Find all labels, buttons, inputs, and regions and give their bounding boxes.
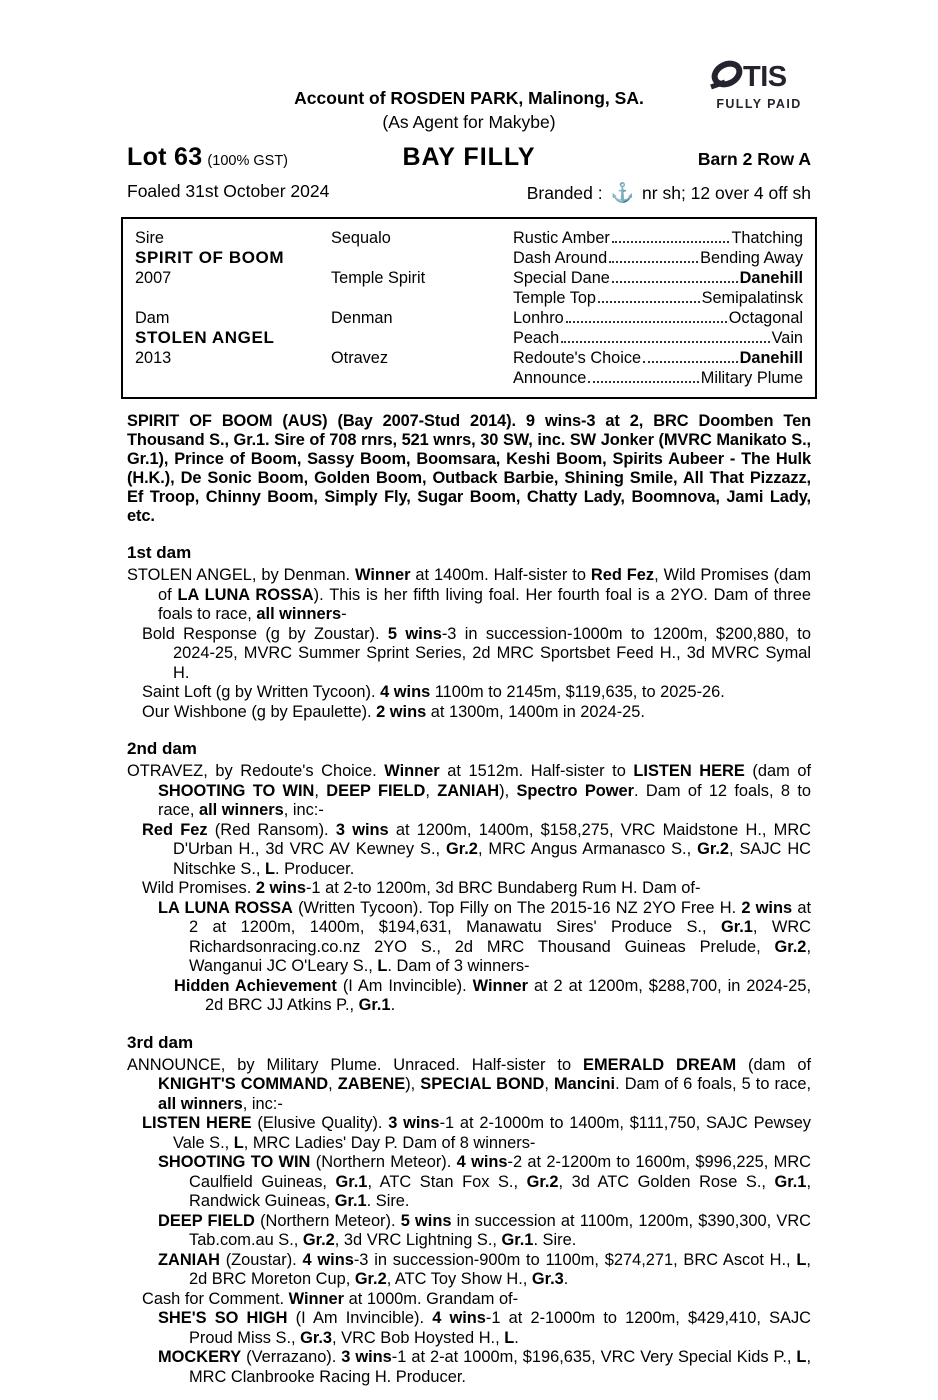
- text-segment: at 2 at 1200m, $288,700, in 2024-25, 2d BRC JJ Atkins P.,: [205, 976, 811, 1014]
- text-segment: STOLEN ANGEL, by Denman.: [127, 566, 356, 584]
- great-grandparent-name: Vain: [771, 329, 803, 347]
- text-segment: LA LUNA ROSSA: [158, 898, 293, 917]
- pedigree-sections: [127, 543, 811, 1387]
- text-segment: Gr.2: [354, 1270, 387, 1288]
- dam-section-heading: 3rd dam: [127, 1032, 194, 1052]
- text-segment: . Sire.: [533, 1231, 577, 1249]
- pedigree-paragraph: [158, 1153, 811, 1212]
- text-segment: at 1400m. Half-sister to: [410, 566, 591, 584]
- brand-anchor-icon: ⚓: [610, 183, 635, 204]
- text-segment: Gr.3: [300, 1328, 333, 1347]
- text-segment: Gr.2: [774, 937, 807, 956]
- gst-note: (100% GST): [207, 153, 289, 169]
- ancestor-cell: [135, 288, 331, 308]
- parent-cell: [331, 248, 513, 268]
- text-segment: ,: [328, 1075, 338, 1093]
- text-segment: .: [390, 996, 396, 1014]
- text-segment: Gr.1: [720, 918, 753, 936]
- grandparent-name: Lonhro: [513, 309, 564, 327]
- text-segment: , 2d BRC Moreton Cup,: [189, 1250, 811, 1288]
- pedigree-table: [121, 217, 817, 399]
- sire-summary: SPIRIT OF BOOM (AUS) (Bay 2007-Stud 2014). 9 wins-3 at 2, BRC Doomben Ten Thousand S., Gr.1. Sire of 708 rnrs, 521 wnrs, 30 SW, inc. SW Jonker (MVRC Manikato S., Gr.1), Prince of Boom, Sassy Boom, Boomsara, Keshi Boom, Spirits Aubeer - The Hulk (H.K.), De Sonic Boom, Golden Boom, Outback Barbie, Shining Smile, All That Pizzazz, Ef Troop, Chinny Boom, Simply Fly, Sugar Boom, Chatty Lady, Boomnova, Jami Lady, etc.: [127, 412, 811, 525]
- grandparent-cell: [513, 288, 803, 308]
- text-segment: at 1300m, 1400m in 2024-25.: [426, 702, 645, 721]
- text-segment: at 1512m. Half-sister to: [439, 762, 634, 780]
- text-segment: L: [796, 1250, 807, 1269]
- pedigree-paragraph: [127, 1056, 811, 1115]
- dot-leader: [561, 341, 769, 343]
- great-grandparent-name: Military Plume: [700, 369, 803, 387]
- pedigree-row: [135, 268, 803, 288]
- text-segment: .: [563, 1270, 569, 1288]
- text-segment: , VRC Bob Hoysted H.,: [332, 1328, 505, 1347]
- text-segment: Gr.2: [697, 840, 729, 858]
- parent-cell: [331, 368, 513, 388]
- parent-cell: Denman: [331, 309, 393, 327]
- text-segment: , Wanganui JC O'Leary S.,: [189, 937, 811, 975]
- foaled-date: Foaled 31st October 2024: [127, 181, 330, 201]
- text-segment: Gr.1: [358, 996, 391, 1014]
- dot-leader: [612, 281, 738, 283]
- text-segment: . Dam of 3 winners-: [387, 957, 530, 975]
- text-segment: EMERALD DREAM: [583, 1055, 737, 1074]
- text-segment: LA LUNA ROSSA: [177, 585, 314, 604]
- great-grandparent-name: Octagonal: [728, 309, 803, 327]
- ancestor-cell: STOLEN ANGEL: [135, 328, 275, 347]
- text-segment: Gr.1: [501, 1231, 534, 1249]
- text-segment: -3 in succession-1000m to 1200m, $200,880, to 2024-25, MVRC Summer Sprint Series, 2d MRC Sportsbet Feed H., 3d MVRC Symal H.: [173, 624, 811, 682]
- text-segment: 3 wins: [335, 820, 389, 839]
- text-segment: Red Fez: [590, 566, 655, 584]
- text-segment: Gr.2: [446, 840, 478, 858]
- parent-cell: Sequalo: [331, 229, 391, 247]
- grandparent-name: Announce: [513, 369, 587, 387]
- text-segment: -3 in succession-900m to 1100m, $274,271, BRC Ascot H.,: [353, 1250, 797, 1269]
- text-segment: Winner: [355, 566, 411, 584]
- text-segment: Mancini: [554, 1075, 616, 1093]
- text-segment: L: [796, 1348, 807, 1366]
- text-segment: 1100m to 2145m, $119,635, to 2025-26.: [430, 683, 725, 701]
- grandparent-name: Rustic Amber: [513, 229, 610, 247]
- text-segment: . Sire.: [366, 1192, 410, 1210]
- text-segment: (dam of: [744, 762, 812, 780]
- branded-info: [527, 181, 811, 205]
- pedigree-row: [135, 368, 803, 388]
- text-segment: DEEP FIELD: [326, 781, 426, 800]
- text-segment: (I Am Invincible).: [336, 976, 473, 995]
- pedigree-row: [135, 328, 803, 348]
- text-segment: Gr.2: [526, 1172, 559, 1191]
- parent-cell: Temple Spirit: [331, 269, 426, 287]
- text-segment: Gr.3: [531, 1270, 564, 1288]
- branded-label: Branded :: [526, 183, 603, 203]
- ancestor-cell: Dam: [135, 309, 170, 327]
- pedigree-paragraph: [142, 683, 811, 703]
- great-grandparent-name: Bending Away: [700, 249, 803, 267]
- pedigree-row: [135, 248, 803, 268]
- pedigree-paragraph: [142, 703, 811, 723]
- text-segment: ),: [405, 1075, 421, 1093]
- text-segment: (Zoustar).: [219, 1250, 303, 1269]
- text-segment: -2 at 2-1200m to 1600m, $996,225, MRC Caulfield Guineas,: [189, 1153, 811, 1191]
- grandparent-name: Dash Around: [513, 249, 608, 267]
- page-content: [127, 0, 811, 1387]
- pedigree-paragraph: [158, 1251, 811, 1290]
- grandparent-cell: [513, 248, 803, 268]
- text-segment: L: [233, 1133, 244, 1152]
- ancestor-cell: 2007: [135, 269, 172, 287]
- text-segment: (Written Tycoon). Top Filly on The 2015-16 NZ 2YO Free H.: [292, 898, 742, 917]
- text-segment: L: [265, 859, 276, 878]
- lot-number: Lot 63: [127, 143, 203, 171]
- parent-cell: [331, 328, 513, 348]
- dam-section-heading: 2nd dam: [127, 739, 197, 758]
- text-segment: 2 wins: [376, 702, 427, 721]
- text-segment: , MRC Ladies' Day P. Dam of 8 winners-: [243, 1133, 536, 1152]
- text-segment: 4 wins: [456, 1153, 508, 1171]
- text-segment: at 1000m. Grandam of-: [344, 1289, 519, 1308]
- text-segment: , Randwick Guineas,: [189, 1172, 811, 1210]
- grandparent-name: Peach: [513, 329, 560, 347]
- text-segment: -1 at 2-1000m to 1400m, $111,750, SAJC Pewsey Vale S.,: [173, 1114, 812, 1152]
- text-segment: Cash for Comment.: [142, 1289, 289, 1308]
- text-segment: ANNOUNCE, by Military Plume. Unraced. Half-sister to: [127, 1055, 584, 1074]
- text-segment: Hidden Achievement: [174, 976, 337, 995]
- text-segment: MOCKERY: [158, 1348, 242, 1366]
- pedigree-paragraph: [142, 879, 811, 899]
- text-segment: L: [504, 1328, 515, 1347]
- text-segment: , inc:-: [283, 801, 324, 819]
- text-segment: at 1200m, 1400m, $158,275, VRC Maidstone H., MRC D'Urban H., 3d VRC AV Kewney S.,: [173, 820, 812, 858]
- text-segment: LISTEN HERE: [633, 762, 745, 780]
- text-segment: Gr.2: [302, 1231, 335, 1249]
- text-segment: all winners: [199, 801, 284, 819]
- text-segment: (Northern Meteor).: [254, 1211, 401, 1230]
- dot-leader: [612, 241, 730, 243]
- text-segment: ,: [314, 781, 327, 800]
- grandparent-name: Temple Top: [513, 289, 596, 307]
- pedigree-row: [135, 348, 803, 368]
- pedigree-paragraph: [158, 1348, 811, 1387]
- text-segment: (Red Ransom).: [207, 820, 336, 839]
- text-segment: , ATC Stan Fox S.,: [367, 1172, 527, 1191]
- pedigree-paragraph: [158, 1309, 811, 1348]
- text-segment: 3 wins: [388, 1114, 440, 1132]
- text-segment: , MRC Clanbrooke Racing H. Producer.: [189, 1348, 811, 1386]
- grandparent-cell: [513, 268, 803, 288]
- pedigree-paragraph: [158, 1212, 811, 1251]
- great-grandparent-name: Thatching: [731, 229, 803, 247]
- text-segment: L: [377, 957, 388, 975]
- text-segment: (Verrazano).: [241, 1348, 342, 1366]
- pedigree-row: [135, 288, 803, 308]
- text-segment: -1 at 2-at 1000m, $196,635, VRC Very Special Kids P.,: [391, 1348, 797, 1366]
- text-segment: SHOOTING TO WIN: [158, 781, 315, 800]
- pedigree-paragraph: [142, 625, 811, 684]
- text-segment: 4 wins: [432, 1309, 486, 1327]
- text-segment: OTRAVEZ, by Redoute's Choice.: [127, 762, 385, 780]
- text-segment: Winner: [288, 1289, 345, 1308]
- text-segment: at 2 at 1200m, 1400m, $194,631, Manawatu Sires' Produce S.,: [189, 898, 812, 936]
- text-segment: Gr.1: [774, 1172, 807, 1191]
- grandparent-cell: [513, 308, 803, 328]
- great-grandparent-name: Semipalatinsk: [701, 289, 803, 307]
- text-segment: LISTEN HERE: [142, 1114, 252, 1132]
- text-segment: Gr.1: [335, 1172, 368, 1191]
- text-segment: ,: [425, 781, 438, 800]
- ancestor-cell: 2013: [135, 349, 172, 367]
- parent-cell: Otravez: [331, 349, 389, 367]
- grandparent-cell: [513, 328, 803, 348]
- ancestor-cell: [135, 368, 331, 388]
- text-segment: (I Am Invincible).: [287, 1309, 433, 1327]
- foaled-row: [127, 181, 811, 205]
- text-segment: 2 wins: [741, 898, 793, 917]
- pedigree-paragraph: [142, 821, 811, 880]
- text-segment: 3 wins: [341, 1348, 392, 1366]
- text-segment: , inc:-: [242, 1094, 283, 1113]
- text-segment: DEEP FIELD: [158, 1211, 255, 1230]
- dot-leader: [598, 301, 700, 303]
- text-segment: Bold Response (g by Zoustar).: [142, 624, 388, 643]
- text-segment: , SAJC HC Nitschke S.,: [173, 840, 811, 878]
- dot-leader: [609, 261, 698, 263]
- agent-line: (As Agent for Makybe): [382, 112, 556, 132]
- text-segment: . Dam of 6 foals, 5 to race,: [615, 1075, 811, 1093]
- text-segment: , ATC Toy Show H.,: [386, 1270, 532, 1288]
- text-segment: Our Wishbone (g by Epaulette).: [142, 702, 377, 721]
- text-segment: ,: [544, 1075, 555, 1093]
- text-segment: 2 wins: [255, 879, 306, 897]
- text-segment: -1 at 2-to 1200m, 3d BRC Bundaberg Rum H. Dam of-: [305, 879, 701, 897]
- lot-info: [127, 143, 288, 172]
- ancestor-cell: Sire: [135, 229, 164, 247]
- pedigree-paragraph: [174, 977, 811, 1016]
- fully-paid-label: FULLY PAID: [716, 97, 802, 111]
- text-segment: , MRC Angus Armanasco S.,: [477, 840, 698, 858]
- page-title: BAY FILLY: [402, 143, 536, 171]
- text-segment: Winner: [472, 976, 529, 995]
- grandparent-cell: [513, 348, 803, 368]
- text-segment: .: [514, 1328, 519, 1347]
- lot-row: [127, 143, 811, 172]
- text-segment: . Producer.: [275, 859, 355, 878]
- barn-location: Barn 2 Row A: [697, 149, 811, 169]
- great-grandparent-name: Danehill: [739, 269, 803, 287]
- grandparent-name: Redoute's Choice: [513, 349, 642, 367]
- text-segment: (Northern Meteor).: [310, 1153, 457, 1171]
- pedigree-paragraph: [158, 899, 811, 977]
- pedigree-paragraph: [142, 1114, 811, 1153]
- ancestor-cell: SPIRIT OF BOOM: [135, 248, 285, 267]
- text-segment: -1 at 2-1000m to 1200m, $429,410, SAJC Proud Miss S.,: [189, 1309, 811, 1347]
- text-segment: , 3d VRC Lightning S.,: [334, 1231, 502, 1249]
- text-segment: all winners: [158, 1094, 243, 1113]
- grandparent-cell: [513, 368, 803, 388]
- text-segment: ZANIAH: [437, 781, 500, 800]
- text-segment: 4 wins: [302, 1250, 354, 1269]
- text-segment: . Dam of 12 foals, 8 to race,: [158, 781, 811, 819]
- text-segment: -: [341, 605, 347, 623]
- text-segment: SHE'S SO HIGH: [158, 1309, 288, 1327]
- text-segment: ZANIAH: [158, 1250, 220, 1269]
- text-segment: ). This is her fifth living foal. Her fourth foal is a 2YO. Dam of three foals to race,: [158, 585, 811, 623]
- text-segment: Gr.1: [334, 1192, 367, 1210]
- text-segment: , 3d ATC Golden Rose S.,: [558, 1172, 775, 1191]
- parent-cell: [331, 288, 513, 308]
- pedigree-row: [135, 308, 803, 328]
- text-segment: 4 wins: [380, 683, 431, 701]
- text-segment: in succession at 1100m, 1200m, $390,300, VRC Tab.com.au S.,: [189, 1211, 811, 1249]
- text-segment: 5 wins: [387, 624, 442, 643]
- text-segment: 5 wins: [400, 1211, 452, 1230]
- text-segment: all winners: [256, 605, 342, 623]
- text-segment: (Elusive Quality).: [251, 1114, 389, 1132]
- text-segment: Winner: [384, 762, 440, 780]
- great-grandparent-name: Danehill: [739, 349, 803, 367]
- text-segment: SPECIAL BOND: [420, 1075, 545, 1093]
- text-segment: ),: [499, 781, 517, 800]
- text-segment: , Wild Promises (dam of: [158, 566, 811, 604]
- pedigree-paragraph: [127, 566, 811, 625]
- logo-brand-text: TIS: [743, 61, 787, 92]
- text-segment: Wild Promises.: [142, 879, 256, 897]
- dot-leader: [566, 321, 727, 323]
- account-line: Account of ROSDEN PARK, Malinong, SA.: [294, 88, 644, 108]
- dam-section-heading: 1st dam: [127, 543, 192, 562]
- pedigree-paragraph: [142, 1290, 811, 1310]
- branded-description: nr sh; 12 over 4 off sh: [642, 183, 811, 203]
- text-segment: , WRC Richardsonracing.co.nz 2YO S., 2d MRC Thousand Guineas Prelude,: [189, 918, 811, 956]
- text-segment: KNIGHT'S COMMAND: [158, 1075, 329, 1093]
- text-segment: Saint Loft (g by Written Tycoon).: [142, 683, 381, 701]
- pedigree-paragraph: [127, 762, 811, 821]
- pedigree-row: [135, 228, 803, 248]
- text-segment: SHOOTING TO WIN: [158, 1153, 311, 1171]
- text-segment: Spectro Power: [516, 781, 635, 800]
- text-segment: ZABENE: [337, 1075, 406, 1093]
- text-segment: Red Fez: [142, 820, 208, 839]
- grandparent-name: Special Dane: [513, 269, 610, 287]
- dot-leader: [643, 361, 738, 363]
- text-segment: (dam of: [736, 1055, 811, 1074]
- grandparent-cell: [513, 228, 803, 248]
- dot-leader: [588, 381, 698, 383]
